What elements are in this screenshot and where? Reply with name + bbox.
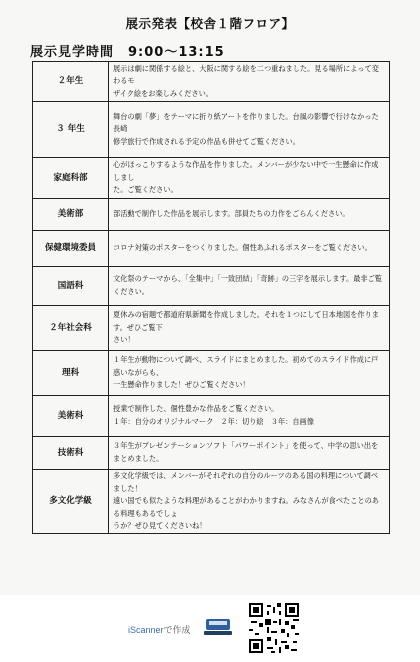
exhibitor-name: ２年生 <box>33 62 109 102</box>
table-row <box>33 351 390 396</box>
brand-suffix: で作成 <box>163 625 191 635</box>
description-line: 心がほっこりするような作品を作りました。メンバーが少ない中で一生懸命に作成しまし <box>113 160 379 182</box>
description-line: 授業で制作した、個性豊かな作品をご覧ください。 <box>113 404 279 414</box>
table-row <box>33 158 390 199</box>
description-line: 舞台の劇「夢」をテーマに折り紙アートを作りました。台風の影響で行けなかった長崎 <box>113 111 379 134</box>
description-line: 多文化学級では、メンバーがそれぞれの自分のルーツのある国の料理について調べました！ <box>113 471 379 493</box>
exhibit-description <box>109 267 390 306</box>
exhibit-description <box>109 102 390 158</box>
table-row <box>33 102 390 158</box>
exhibitor-name: 多文化学級 <box>33 470 109 534</box>
description-line: 部活動で制作した作品を展示します。部員たちの力作をごらんください。 <box>113 209 350 219</box>
exhibit-description <box>109 396 390 437</box>
watermark-footer <box>0 595 420 662</box>
table-row <box>33 62 390 102</box>
description-line: １年：自分のオリジナルマーク ２年：切り絵 ３年：自画像 <box>113 417 314 426</box>
exhibit-table-body <box>33 62 390 534</box>
exhibitor-name: 保健環境委員 <box>33 231 109 267</box>
exhibit-description <box>109 351 390 396</box>
table-row <box>33 306 390 351</box>
table-row <box>33 470 390 534</box>
brand-name: iScanner <box>128 625 164 635</box>
exhibitor-name: 家庭科部 <box>33 158 109 199</box>
exhibit-description <box>109 62 390 102</box>
exhibit-table <box>32 61 390 534</box>
description-line: ザイク絵をお楽しみください。 <box>113 88 213 98</box>
exhibitor-name: 美術科 <box>33 396 109 437</box>
exhibitor-name: ３ 年生 <box>33 102 109 158</box>
description-line: 遠い国でも似たような料理があることがわかりますね。みなさんが食べたことのある料理もあるでしょ <box>113 496 379 518</box>
description-line: 夏休みの宿題で都道府県新聞を作成しました。それを１つにして日本地図を作ります。ぜひご覧下 <box>113 310 379 332</box>
exhibit-description <box>109 231 390 267</box>
exhibit-description <box>109 199 390 231</box>
description-line: 展示は劇に関係する絵と、大阪に関する絵を二つ重ねました。見る場所によって変わるモ <box>113 63 379 86</box>
table-row <box>33 231 390 267</box>
description-line: 一生懸命作りました！ぜひご覧ください！ <box>113 380 250 390</box>
exhibitor-name: 理科 <box>33 351 109 396</box>
scanner-icon <box>204 616 232 638</box>
iscanner-watermark <box>128 623 191 636</box>
exhibitor-name: 国語科 <box>33 267 109 306</box>
exhibitor-name: 美術部 <box>33 199 109 231</box>
description-line: 修学旅行で作成される予定の作品も併せてご覧ください。 <box>113 136 300 146</box>
table-row <box>33 396 390 437</box>
exhibitor-name: 技術科 <box>33 437 109 470</box>
description-line: さい！ <box>113 335 135 345</box>
exhibit-description <box>109 470 390 534</box>
exhibit-description <box>109 158 390 199</box>
description-line: た。ご覧ください。 <box>113 185 178 195</box>
description-line: コロナ対策のポスターをつくりました。個性あふれるポスターをご覧ください。 <box>113 243 372 253</box>
exhibit-description <box>109 306 390 351</box>
table-row <box>33 267 390 306</box>
description-line: ３年生がプレゼンテーションソフト「パワーポイント」を使って、中学の思い出をまとめました。 <box>113 441 379 463</box>
table-row <box>33 199 390 231</box>
description-line: 文化祭のテーマから、「全集中」「一致団結」「奇跡」の三字を展示します。最非ご覧ください。 <box>113 274 382 296</box>
description-line: うか？ぜひ見てくださいね！ <box>113 521 207 531</box>
viewing-hours: 展示見学時間 9:00〜13:15 <box>30 45 225 60</box>
exhibitor-name: ２年社会科 <box>33 306 109 351</box>
qr-code-icon <box>249 603 299 653</box>
exhibit-description <box>109 437 390 470</box>
table-row <box>33 437 390 470</box>
page-title: 展示発表【校舎１階フロア】 <box>125 16 295 31</box>
description-line: １年生が動物について調べ、スライドにまとめました。初めてのスライド作成に戸惑いながらも、 <box>113 355 379 377</box>
